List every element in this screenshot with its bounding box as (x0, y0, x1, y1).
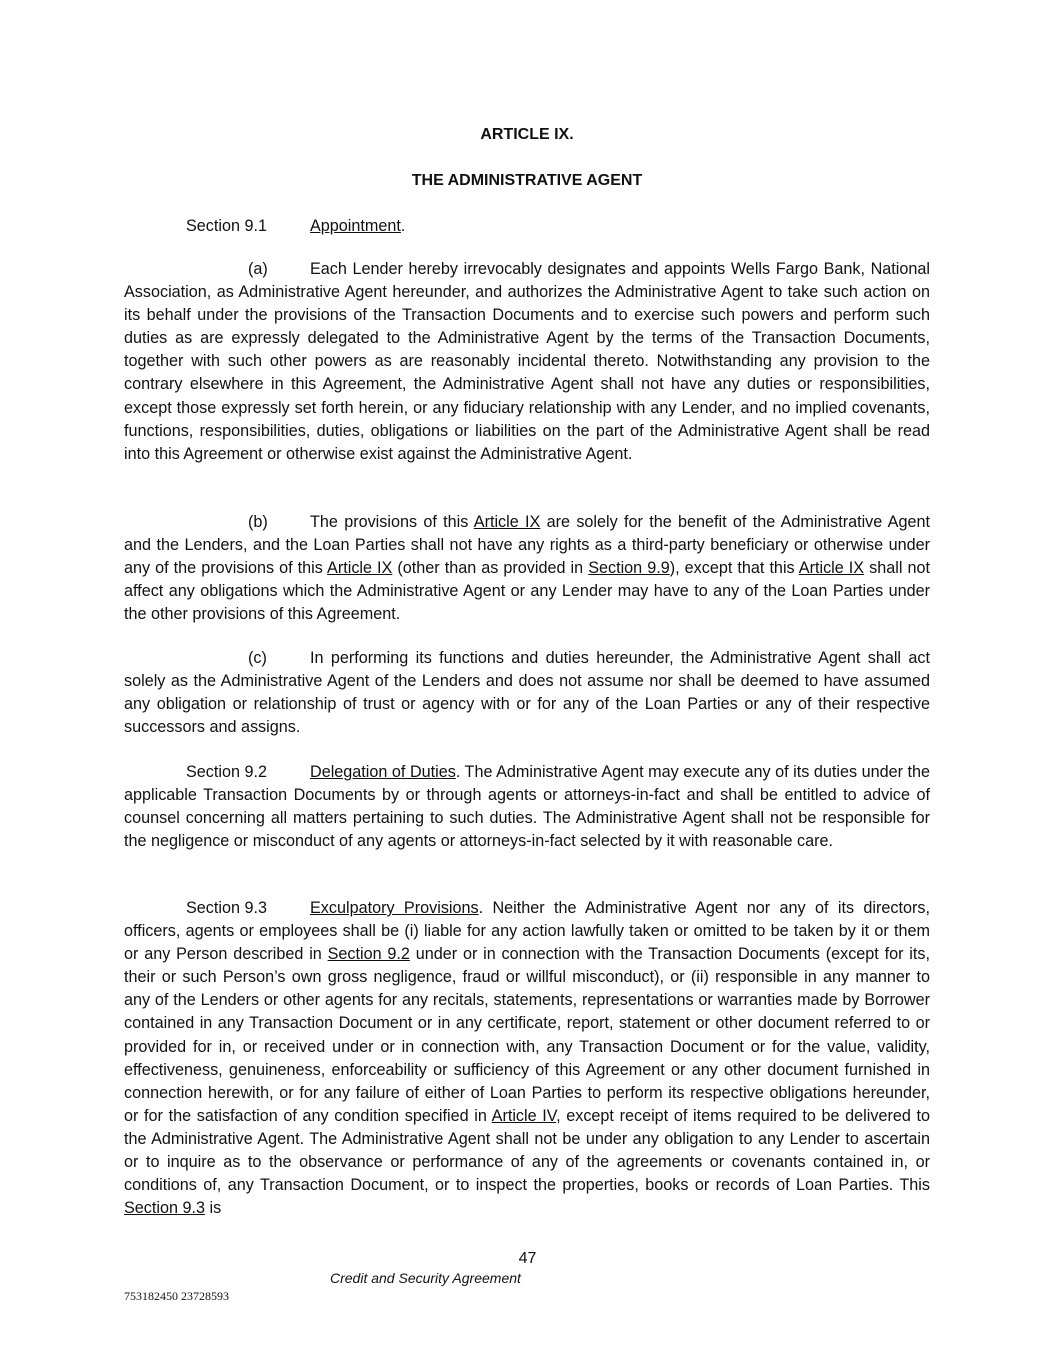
section-9-2: Section 9.2 Delegation of Duties. The Administrative Agent may execute any of its duties under the applicable Transaction Documents by or through agents or attorneys-in-fact and shall be entitled to advice of counsel concerning all matters pertaining to such duties. The Administrative Agent shall not be responsible for the negligence or misconduct of any agents or attorneys-in-fact selected by it with reasonable care. (124, 763, 930, 851)
section-title: Delegation of Duties (310, 763, 456, 781)
section-number: Section 9.2 (186, 763, 267, 781)
section-number: Section 9.1 (186, 217, 267, 235)
article-heading: ARTICLE IX. (480, 126, 574, 143)
paragraph-label: (b) (248, 513, 268, 531)
paragraph-c: (c) In performing its functions and duties hereunder, the Administrative Agent shall act solely as the Administrative Agent of the Lenders and does not assume nor shall be deemed to have assumed any obligation or relationship of trust or agency with or for any of the Loan Parties or any of their respective successors and assigns. (124, 649, 930, 737)
cross-reference-link: Section 9.3 (124, 1199, 205, 1218)
section-title: Appointment (310, 217, 401, 235)
footer-document-id: 753182450 23728593 (124, 1289, 229, 1303)
section-9-3: Section 9.3 Exculpatory Provisions. Neither the Administrative Agent nor any of its directors, officers, agents or employees shall be (i) liable for any action lawfully taken or omitted to be taken by it or them or any Person described in Section 9.2 under or in connection with the Transaction Documents (except for its, their or such Person’s own gross negligence, fraud or willful misconduct), or (ii) responsible in any manner to any of the Lenders or other agents for any recitals, statements, representations or warranties made by Borrower contained in any Transaction Document or in any certificate, report, statement or other document referred to or provided for in, or received under or in connection with, any Transaction Document or for the value, validity, effectiveness, genuineness, enforceability or sufficiency of this Agreement or any other document furnished in connection herewith, or for any failure of either of Loan Parties to perform its respective obligations hereunder, or for the satisfaction of any condition specified in Article IV, except receipt of items required to be delivered to the Administrative Agent. The Administrative Agent shall not be under any obligation to any Lender to ascertain or to inquire as to the observance or performance of any of the agreements or covenants contained in, or conditions of, any Transaction Document, or to inspect the properties, books or records of Loan Parties. This Section 9.3 is (124, 899, 930, 1218)
footer-document-title: Credit and Security Agreement (330, 1270, 521, 1286)
section-title: Exculpatory Provisions (310, 899, 479, 917)
page-number: 47 (518, 1250, 537, 1267)
paragraph-a: (a) Each Lender hereby irrevocably designates and appoints Wells Fargo Bank, National Association, as Administrative Agent hereunder, and authorizes the Administrative Agent to take such action on its behalf under the provisions of the Transaction Documents and to exercise such powers and perform such duties as are expressly delegated to the Administrative Agent by the terms of the Transaction Documents, together with such other powers as are reasonably incidental thereto. Notwithstanding any provision to the contrary elsewhere in this Agreement, the Administrative Agent shall not have any duties or responsibilities, except those expressly set forth herein, or any fiduciary relationship with any Lender, and no implied covenants, functions, responsibilities, duties, obligations or liabilities on the part of the Administrative Agent shall be read into this Agreement or otherwise exist against the Administrative Agent. (124, 260, 930, 463)
article-subtitle: THE ADMINISTRATIVE AGENT (411, 172, 643, 189)
section-number: Section 9.3 (186, 899, 267, 917)
cross-reference-link: Article IV (491, 1106, 557, 1125)
cross-reference-link: Section 9.2 (327, 945, 410, 964)
cross-reference-link: Section 9.9 (588, 559, 670, 578)
paragraph-label: (a) (248, 260, 268, 278)
cross-reference-link: Article IX (798, 559, 865, 578)
cross-reference-link: Article IX (327, 559, 393, 578)
paragraph-b: (b) The provisions of this Article IX are solely for the benefit of the Administrative Agent and the Lenders, and the Loan Parties shall not have any rights as a third-party beneficiary or otherwise under any of the provisions of this Article IX (other than as provided in Section 9.9), except that this Article IX shall not affect any obligations which the Administrative Agent or any Lender may have to any of the Loan Parties under the other provisions of this Agreement. (124, 513, 930, 624)
paragraph-label: (c) (248, 649, 267, 667)
section-9-1-heading: Section 9.1 Appointment. (124, 215, 930, 238)
cross-reference-link: Article IX (473, 513, 541, 531)
